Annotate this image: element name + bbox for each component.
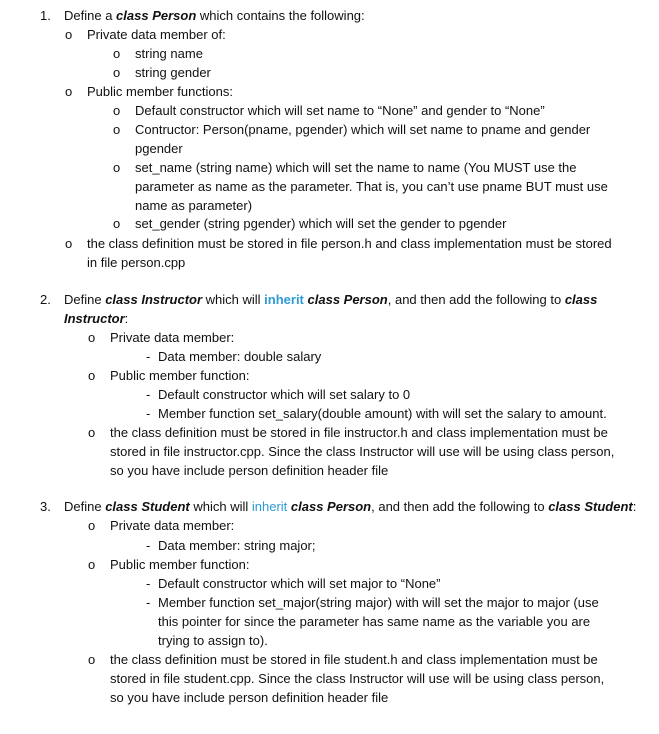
item-2-private-member-salary: Data member: double salary — [158, 349, 322, 364]
inherit-keyword: inherit — [264, 292, 304, 307]
item-3-function-set-major-line-3: trying to assign to). — [158, 633, 268, 648]
heading-text: Define — [64, 292, 106, 307]
item-1-private-member-gender: string gender — [135, 65, 211, 80]
heading-text: which will — [202, 292, 265, 307]
item-1-function-set-name-line-3: name as parameter) — [135, 198, 253, 213]
bullet-circle: o — [65, 27, 73, 42]
item-2-file-line-2: stored in file instructor.cpp. Since the class Instructor will use will be using class person, — [110, 444, 615, 459]
item-3-public-label: Public member function: — [110, 557, 250, 572]
heading-text: Define — [64, 499, 106, 514]
bullet-circle: o — [65, 236, 73, 251]
heading-text: which will — [189, 499, 252, 514]
item-2-heading — [64, 290, 597, 309]
item-3-file-line-2: stored in file student.cpp. Since the class Instructor will use will be using class person, — [110, 671, 605, 686]
bullet-dash: - — [146, 349, 151, 364]
item-2-function-set-salary: Member function set_salary(double amount) with will set the salary to amount. — [158, 406, 607, 421]
item-1-function-set-gender: set_gender (string pgender) which will set the gender to pgender — [135, 216, 507, 231]
item-2-heading-line-2 — [64, 309, 128, 328]
item-2-public-label: Public member function: — [110, 368, 250, 383]
item-2-private-label: Private data member: — [110, 330, 235, 345]
item-1-function-set-name-line-2: parameter as name as the parameter. That is, you can’t use pname BUT must use — [135, 179, 608, 194]
bullet-dash: - — [146, 595, 151, 610]
bullet-circle: o — [113, 46, 121, 61]
item-3-function-default-constructor: Default constructor which will set major to “None” — [158, 576, 441, 591]
inherit-keyword: inherit — [251, 499, 288, 514]
class-name: class Instructor — [105, 292, 203, 307]
bullet-circle: o — [88, 425, 96, 440]
bullet-circle: o — [88, 652, 96, 667]
heading-text: , and then add the following to — [387, 292, 565, 307]
bullet-dash: - — [146, 576, 151, 591]
item-1-private-member-name: string name — [135, 46, 203, 61]
class-name: Instructor — [64, 311, 125, 326]
item-1-private-label: Private data member of: — [87, 27, 226, 42]
bullet-dash: - — [146, 538, 151, 553]
heading-text: : — [124, 311, 129, 326]
item-1-public-label: Public member functions: — [87, 84, 233, 99]
bullet-circle: o — [88, 330, 96, 345]
bullet-dash: - — [146, 387, 151, 402]
item-1-function-constructor-line-2: pgender — [135, 141, 183, 156]
bullet-dash: - — [146, 406, 151, 421]
bullet-circle: o — [88, 518, 96, 533]
heading-text: which contains the following: — [196, 8, 365, 23]
bullet-circle: o — [113, 103, 121, 118]
item-1-heading — [64, 6, 365, 25]
class-name: class Student — [548, 499, 633, 514]
bullet-circle: o — [113, 216, 121, 231]
item-1-function-default-constructor: Default constructor which will set name to “None” and gender to “None” — [135, 103, 545, 118]
item-1-function-constructor-line-1: Contructor: Person(pname, pgender) which will set name to pname and gender — [135, 122, 591, 137]
item-2-number: 2. — [40, 292, 51, 307]
heading-text: , and then add the following to — [371, 499, 549, 514]
class-name: class Person — [290, 499, 372, 514]
class-name: class Student — [105, 499, 190, 514]
item-3-private-member-major: Data member: string major; — [158, 538, 316, 553]
item-1-file-line-2: in file person.cpp — [87, 255, 186, 270]
item-3-file-line-1: the class definition must be stored in file student.h and class implementation must be — [110, 652, 598, 667]
item-3-function-set-major-line-1: Member function set_major(string major) with will set the major to major (use — [158, 595, 599, 610]
item-3-file-line-3: so you have include person definition header file — [110, 690, 389, 705]
item-3-function-set-major-line-2: this pointer for since the parameter has same name as the variable you are — [158, 614, 591, 629]
class-name: class — [564, 292, 598, 307]
item-1-function-set-name-line-1: set_name (string name) which will set the name to name (You MUST use the — [135, 160, 577, 175]
item-2-file-line-1: the class definition must be stored in file instructor.h and class implementation must be — [110, 425, 608, 440]
item-3-private-label: Private data member: — [110, 518, 235, 533]
bullet-circle: o — [65, 84, 73, 99]
bullet-circle: o — [113, 160, 121, 175]
item-2-function-default-constructor: Default constructor which will set salary to 0 — [158, 387, 411, 402]
bullet-circle: o — [88, 368, 96, 383]
bullet-circle: o — [113, 65, 121, 80]
item-1-file-line-1: the class definition must be stored in file person.h and class implementation must be stored — [87, 236, 612, 251]
item-2-file-line-3: so you have include person definition header file — [110, 463, 389, 478]
item-3-number: 3. — [40, 499, 51, 514]
class-name: class Person — [307, 292, 388, 307]
bullet-circle: o — [88, 557, 96, 572]
bullet-circle: o — [113, 122, 121, 137]
item-3-heading — [64, 497, 636, 516]
heading-text: : — [632, 499, 637, 514]
heading-text: Define a — [64, 8, 117, 23]
class-name: class Person — [116, 8, 197, 23]
item-1-number: 1. — [40, 8, 51, 23]
